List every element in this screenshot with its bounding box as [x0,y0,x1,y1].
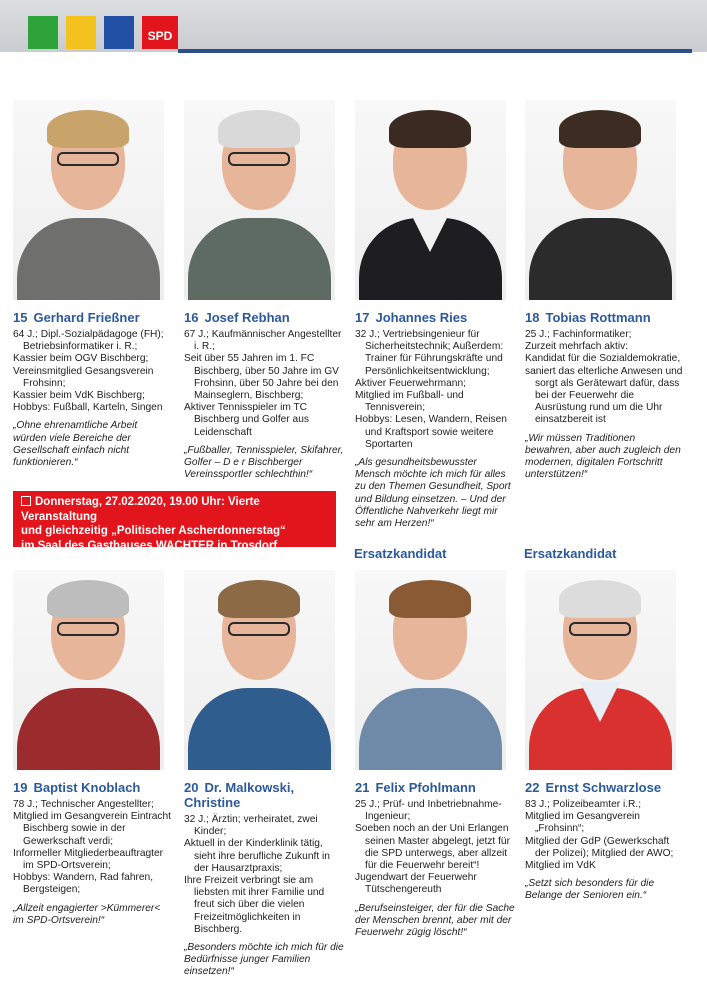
candidate-21 [355,570,515,939]
candidate-bio: 25 J.; Prüf- und Inbetriebnahme-Ingenieur; Soeben noch an der Uni Erlangen seinen Master abgelegt, jetzt für die SPD unterwegs, aber allzeit für die Feuerwehr bereit“! Jugendwart der Feuerwehr Tütschengereuth [355,799,510,896]
green-square [28,16,58,49]
event-banner: Donnerstag, 27.02.2020, 19.00 Uhr: Vierte Veranstaltung und gleichzeitig „Politischer Ascherdonnerstag“ im Saal des Gasthauses WACHTER in Trosdorf [13,491,336,547]
candidate-quote: „Allzeit engagierter >Kümmerer< im SPD-Ortsverein!“ [13,902,161,926]
candidate-photo [13,570,164,770]
color-squares [28,16,178,58]
candidate-quote: „Setzt sich besonders für die Belange der Senioren ein.“ [525,878,655,902]
checkbox-icon [21,496,31,506]
candidate-quote: „Fußballer, Tennisspieler, Skifahrer, Golfer – D e r Bischberger Vereinssportler schlechthin!“ [184,444,344,481]
candidate-name: 16 Josef Rebhan [184,310,290,325]
header-rule [178,49,692,53]
blue-square [104,16,134,49]
candidate-name: 22 Ernst Schwarzlose [525,780,662,795]
candidate-name: 17 Johannes Ries [355,310,468,325]
candidate-photo [355,100,506,300]
candidate-bio: 64 J.; Dipl.-Sozialpädagoge (FH); Betriebsinformatiker i. R.; Kassier beim OGV Bischberg; Vereinsmitglied Gesangsverein Frohsinn; Kassier beim VdK Bischberg; Hobbys: Fußball, Karteln, Singen [13,329,164,414]
candidate-19 [13,570,173,927]
candidate-20 [184,570,344,979]
candidate-quote: „Wir müssen Traditionen bewahren, aber auch zugleich den modernen, digitalen Fortschritt unterstützen!“ [525,432,681,481]
candidate-bio: 78 J.; Technischer Angestellter; Mitglied im Gesangverein Eintracht Bischberg sowie in der Gewerkschaft verdi; Informeller Mitgliederbeauftragter im SPD-Ortsverein; Hobbys: Wandern, Rad fahren, Bergsteigen; [13,799,171,896]
candidate-name: 21 Felix Pfohlmann [355,780,476,795]
candidate-name: 19 Baptist Knoblach [13,780,141,795]
yellow-square [66,16,96,49]
candidate-bio: 67 J.; Kaufmännischer Angestellter i. R.; Seit über 55 Jahren im 1. FC Bischberg, über 50 Jahre im GV Frohsinn, über 50 Jahre bei den Mainseglern, Bischberg; Aktiver Tennisspieler im TC Bischberg und Golfer aus Leidenschaft [184,329,342,438]
candidate-22 [525,570,685,903]
candidate-quote: „Besonders möchte ich mich für die Bedürfnisse junger Familien einsetzen!“ [184,942,344,978]
candidate-bio: 83 J.; Polizeibeamter i.R.; Mitglied im Gesangverein „Frohsinn“; Mitglied der GdP (Gewerkschaft der Polizei); Mitglied der AWO; Mitglied im VdK [525,799,674,872]
substitute-label: Ersatzkandidat [354,546,447,561]
candidate-name: 18 Tobias Rottmann [525,310,651,325]
candidate-15 [13,100,173,469]
substitute-label: Ersatzkandidat [524,546,617,561]
candidate-name: 15 Gerhard Frießner [13,310,140,325]
candidate-photo [355,570,506,770]
candidate-bio: 32 J.; Ärztin; verheiratet, zwei Kinder; Aktuell in der Kinderklinik tätig, sieht ihre berufliche Zukunft in der Hausarztpraxis; Ihre Freizeit verbringt sie am liebsten mit ihrer Familie und freut sich über die vielen Freizeitmöglichkeiten in Bischberg. [184,814,330,935]
spd-logo: SPD [142,16,178,49]
candidate-16 [184,100,344,481]
candidate-bio: 25 J.; Fachinformatiker; Zurzeit mehrfach aktiv: Kandidat für die Sozialdemokratie, saniert das elterliche Anwesen und sorgt als Gerätewart dafür, dass bei der Feuerwehr die Ausrüstung rund um die Uhr einsatzbereit ist [525,329,683,426]
candidate-bio: 32 J.; Vertriebsingenieur für Sicherheitstechnik; Außerdem: Trainer für Führungskräfte und Persönlichkeitsentwicklung; Aktiver Feuerwehrmann; Mitglied im Fußball- und Tennisverein; Hobbys: Lesen, Wandern, Reisen und Kraftsport sowie weitere Sportarten [355,329,507,450]
candidate-photo [525,570,676,770]
candidate-photo [525,100,676,300]
candidate-quote: „Berufseinsteiger, der für die Sache der Menschen brennt, aber mit der Feuerwehr zügig löscht!“ [355,902,515,939]
candidate-quote: „Ohne ehrenamtliche Arbeit würden viele Bereiche der Gesellschaft einfach nicht funktionieren.“ [13,420,138,469]
candidate-quote: „Als gesundheitsbewusster Mensch möchte ich mich für alles zu den Themen Gesundheit, Sport und Bildung einsetzen. – Und der Öffentliche Nahverkehr liegt mir sehr am Herzen!“ [355,457,511,530]
candidate-photo [184,570,335,770]
candidate-name: 20 Dr. Malkowski, Christine [184,780,295,810]
candidate-photo [13,100,164,300]
candidate-photo [184,100,335,300]
candidate-17 [355,100,515,530]
candidate-18 [525,100,685,481]
